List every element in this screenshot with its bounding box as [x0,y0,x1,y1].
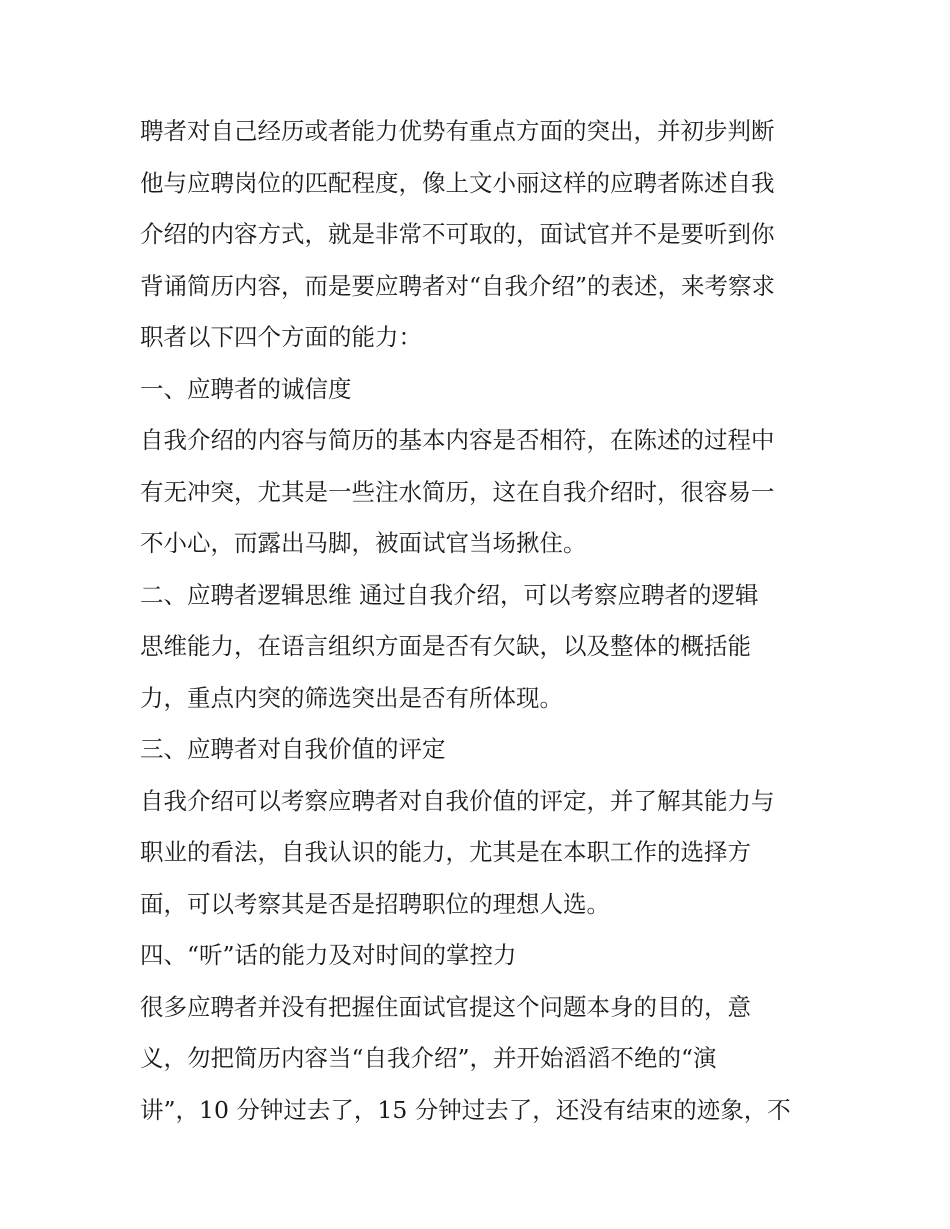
paragraph-line: 很多应聘者并没有把握住面试官提这个问题本身的目的，意 [140,992,751,1021]
paragraph-line: 面，可以考察其是否是招聘职位的理想人选。 [140,889,610,918]
paragraph-line: 义，勿把简历内容当“自我介绍”，并开始滔滔不绝的“演 [140,1044,717,1072]
paragraph-line: 自我介绍的内容与简历的基本内容是否相符，在陈述的过程中 [140,426,775,454]
paragraph-line: 有无冲突，尤其是一些注水简历，这在自我介绍时，很容易一 [140,477,775,506]
section-heading-4: 四、“听”话的能力及对时间的掌控力 [140,941,517,969]
paragraph-line: 他与应聘岗位的匹配程度，像上文小丽这样的应聘者陈述自我 [140,168,775,197]
paragraph-line: 职业的看法，自我认识的能力，尤其是在本职工作的选择方 [140,838,751,866]
section-heading-1: 一、应聘者的诚信度 [140,374,352,403]
section-heading-2: 二、应聘者逻辑思维 通过自我介绍，可以考察应聘者的逻辑 [140,580,759,609]
section-heading-3: 三、应聘者对自我价值的评定 [140,735,446,763]
paragraph-line: 不小心，而露出马脚，被面试官当场揪住。 [140,529,587,557]
paragraph-line: 介绍的内容方式，就是非常不可取的，面试官并不是要听到你 [140,220,775,248]
paragraph-line: 思维能力，在语言组织方面是否有欠缺，以及整体的概括能 [140,632,751,660]
body-text [140,106,820,1136]
paragraph-line: 力，重点内突的筛选突出是否有所体现。 [140,683,563,712]
paragraph-line: 聘者对自己经历或者能力优势有重点方面的突出，并初步判断 [140,117,775,145]
paragraph-line: 讲”，10 分钟过去了，15 分钟过去了，还没有结束的迹象，不 [140,1095,791,1124]
paragraph-line: 自我介绍可以考察应聘者对自我价值的评定，并了解其能力与 [140,786,775,815]
paragraph-line: 背诵简历内容，而是要应聘者对“自我介绍”的表述，来考察求 [140,271,776,300]
paragraph-line: 职者以下四个方面的能力： [140,323,422,351]
